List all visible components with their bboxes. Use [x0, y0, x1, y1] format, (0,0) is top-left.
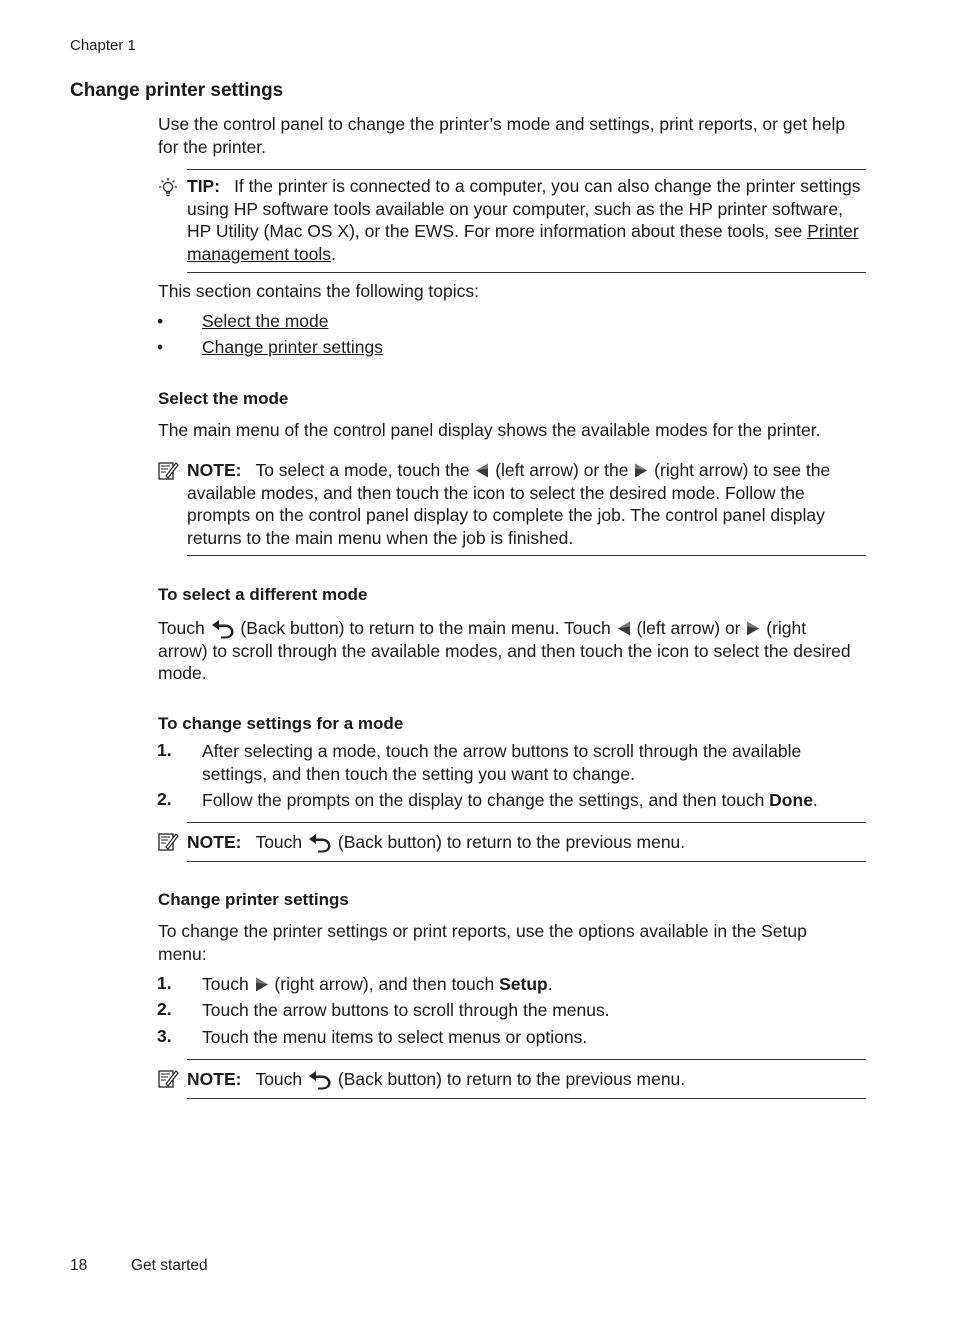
step-number: 1.: [157, 973, 172, 993]
step-number: 2.: [157, 999, 172, 1019]
right-arrow-icon: [745, 620, 761, 637]
back-button-icon: [210, 617, 236, 639]
left-arrow-icon: [616, 620, 632, 637]
lightbulb-icon: [157, 177, 179, 199]
change-settings-heading: To change settings for a mode: [158, 714, 404, 733]
tip-box: TIP: If the printer is connected to a computer, you can also change the printer settings using HP software tools available on your computer, such as the HP printer software, HP Utility (Mac OS X), or the EWS. For more information about these tools, see Printer management tools.: [187, 176, 861, 264]
select-mode-note: NOTE: To select a mode, touch the (left arrow) or the (right arrow) to see the available modes, and then touch the icon to select the desired mode. Follow the prompts on the control panel display to complete the job. The control panel display returns to the main menu when the job is finished.: [187, 460, 831, 548]
note-icon: [157, 831, 179, 853]
step-number: 1.: [157, 740, 172, 760]
change-printer-settings-note: NOTE: Touch (Back button) to return to the previous menu.: [187, 1069, 686, 1089]
step-number: 2.: [157, 789, 172, 809]
left-arrow-icon: [474, 462, 490, 479]
change-settings-note: NOTE: Touch (Back button) to return to the previous menu.: [187, 832, 686, 852]
bullet-marker: •: [157, 311, 164, 331]
change-printer-settings-text: To change the printer settings or print reports, use the options available in the Setup menu:: [158, 921, 807, 964]
step-text: After selecting a mode, touch the arrow buttons to scroll through the available settings, and then touch the setting you want to change.: [202, 741, 802, 784]
note-bottom-rule: [187, 861, 866, 862]
step-text: Touch the arrow buttons to scroll through the menus.: [202, 1000, 610, 1020]
select-mode-text: The main menu of the control panel display shows the available modes for the printer.: [158, 420, 821, 440]
right-arrow-icon: [633, 462, 649, 479]
back-button-icon: [307, 1068, 333, 1090]
step-text: Touch (right arrow), and then touch Setup.: [202, 974, 553, 994]
different-mode-heading: To select a different mode: [158, 585, 368, 604]
tip-bottom-rule: [187, 272, 866, 273]
bullet-marker: •: [157, 337, 164, 357]
back-button-icon: [307, 831, 333, 853]
topic-link-change-printer-settings[interactable]: Change printer settings: [202, 337, 383, 357]
topic-link-select-mode[interactable]: Select the mode: [202, 311, 329, 331]
note-top-rule: [187, 1059, 866, 1060]
note-icon: [157, 460, 179, 482]
step-number: 3.: [157, 1026, 172, 1046]
tip-top-rule: [187, 169, 866, 170]
chapter-label: Chapter 1: [70, 37, 136, 54]
note-label: NOTE:: [187, 1069, 242, 1089]
select-mode-heading: Select the mode: [158, 389, 289, 408]
step-text: Follow the prompts on the display to change the settings, and then touch Done.: [202, 790, 818, 810]
note-bottom-rule: [187, 555, 866, 556]
topics-intro: This section contains the following topics:: [158, 281, 479, 301]
note-bottom-rule: [187, 1098, 866, 1099]
section-title: Change printer settings: [70, 80, 284, 101]
footer-section: Get started: [131, 1257, 208, 1274]
note-label: NOTE:: [187, 460, 242, 480]
right-arrow-icon: [254, 976, 270, 993]
note-top-rule: [187, 822, 866, 823]
page-number: 18: [70, 1257, 88, 1274]
tip-text: If the printer is connected to a computer, you can also change the printer settings using HP software tools available on your computer, such as the HP printer software, HP Utility (Mac OS X), or the EWS. For more information about these tools, see: [187, 176, 861, 241]
different-mode-text: Touch (Back button) to return to the main menu. Touch (left arrow) or (right arrow) to scroll through the available modes, and then touch the icon to select the desired mode.: [158, 618, 851, 683]
note-icon: [157, 1068, 179, 1090]
printer-management-tools-link[interactable]: Printer management tools: [187, 221, 859, 264]
intro-text: Use the control panel to change the printer’s mode and settings, print reports, or get help for the printer.: [158, 114, 846, 157]
note-label: NOTE:: [187, 832, 242, 852]
tip-label: TIP:: [187, 176, 221, 196]
step-text: Touch the menu items to select menus or options.: [202, 1027, 588, 1047]
change-printer-settings-heading: Change printer settings: [158, 890, 349, 909]
